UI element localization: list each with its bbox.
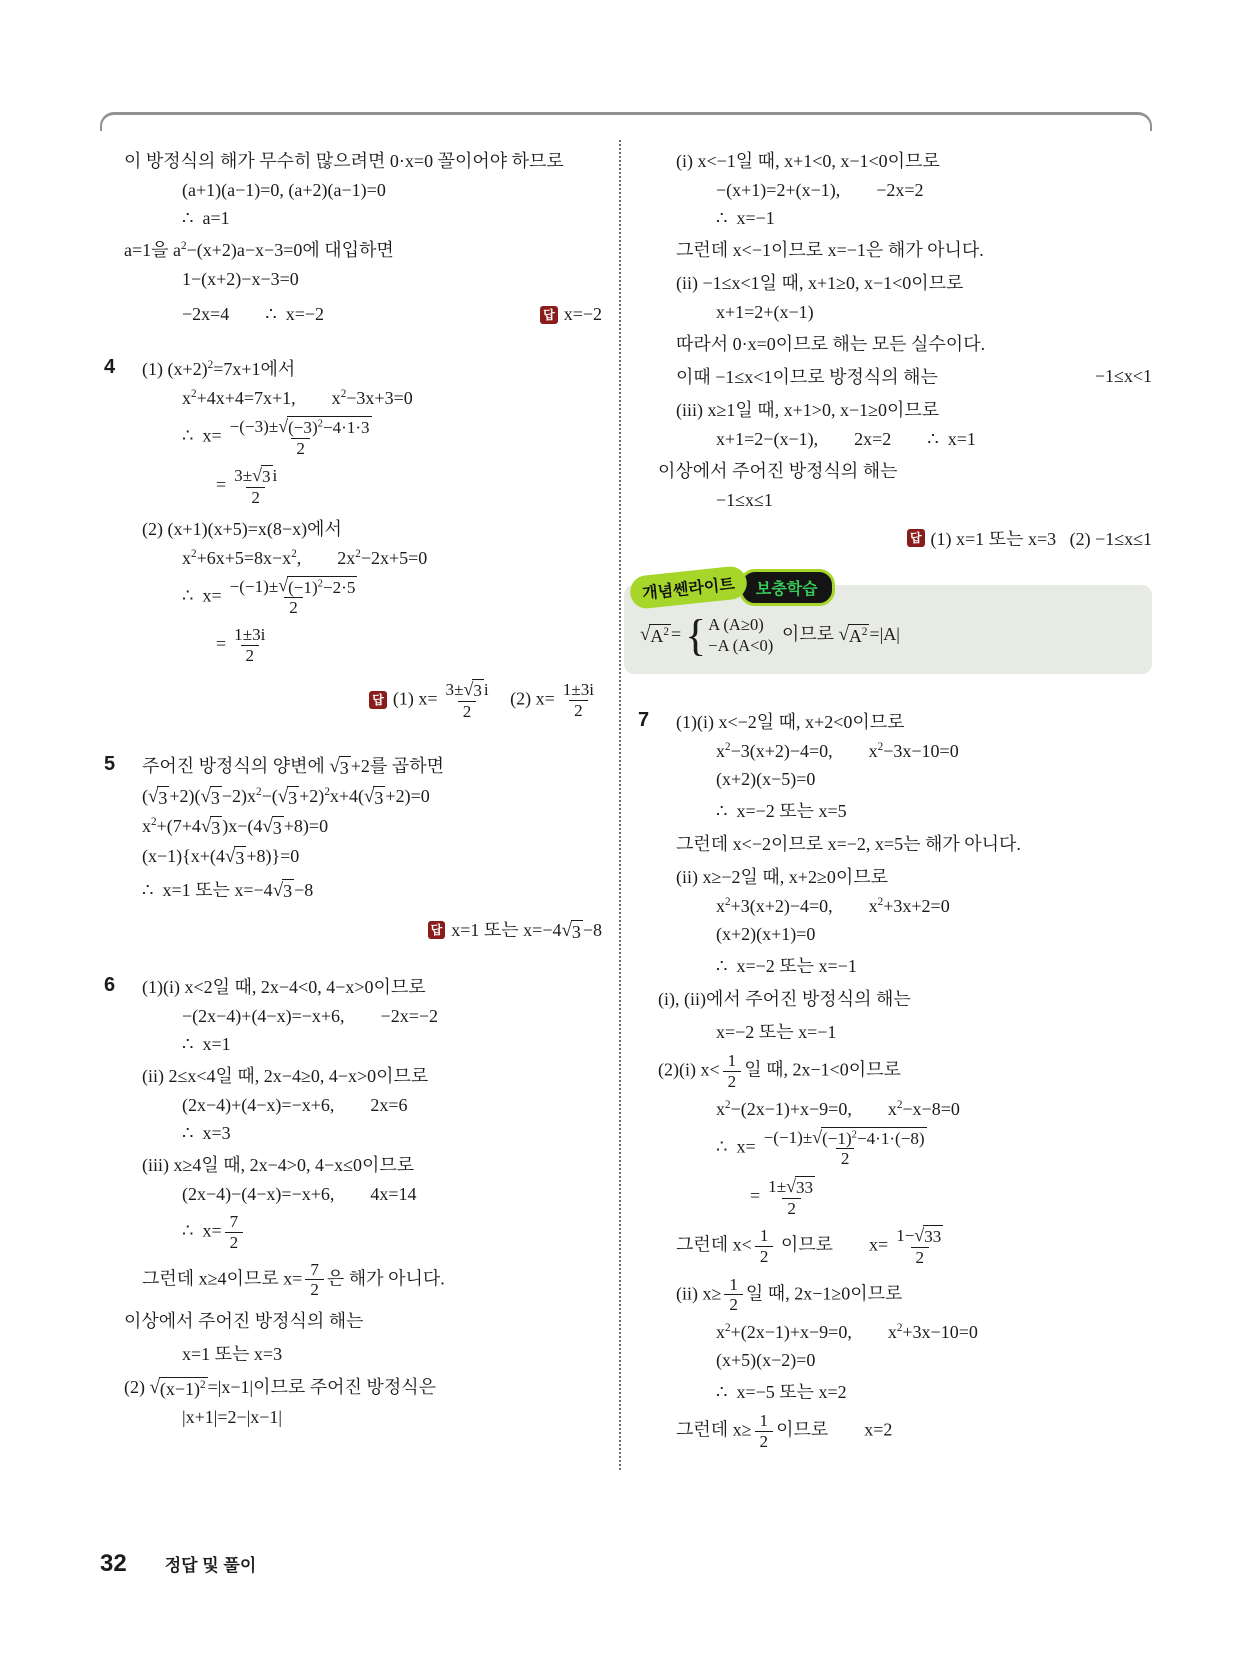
fraction: 1− √ 33 2 [896, 1225, 942, 1267]
solution-line [716, 741, 1152, 762]
problem-block-7 [634, 708, 1152, 1451]
answer-text [428, 916, 602, 943]
math-text: x+1=2−(x−1), 2x=2 ∴ x=1 [716, 429, 976, 449]
right-text-value: x=1 또는 x=−4 √ 3 −8 [451, 920, 602, 943]
problem-block-4 [100, 355, 602, 722]
solution-line [142, 515, 602, 541]
math-text: (2) (x+1)(x+5)=x(8−x)에서 [142, 518, 342, 539]
solution-line [716, 1322, 1152, 1343]
math-text: (iii) x≥4일 때, 2x−4>0, 4−x≤0이므로 [142, 1155, 415, 1176]
supplement-note-box [624, 576, 1152, 674]
solution-line [716, 180, 1152, 201]
solution-line [142, 679, 602, 721]
solution-line [716, 797, 1152, 823]
right-aligned-text [1095, 366, 1152, 387]
fraction: $\frac{7}{2}$ [305, 1260, 324, 1300]
solution-line [716, 769, 1152, 790]
problem-number: 7 [638, 709, 650, 732]
answer-badge: 답 [540, 306, 558, 324]
solution-line [676, 236, 1152, 262]
cases-brace: { A (A≥0) −A (A<0) [685, 610, 774, 660]
math-text: (2x−4)−(4−x)=−x+6, 4x=14 [182, 1184, 417, 1205]
solution-line [124, 1373, 602, 1400]
math-text: ∴ x=−1 [716, 208, 775, 228]
math-text: −(2x−4)+(4−x)=−x+6, −2x=−2 [182, 1006, 438, 1027]
fraction: 3± √ 3 i 2 [445, 679, 489, 721]
sqrt-radical: √ 3 [463, 679, 482, 701]
note-formula: √ $A^2$ = { A (A≥0) −A (A<0) 이므로 √ $A^2$ =|A| [624, 585, 1152, 674]
solution-line [142, 1062, 602, 1088]
solution-line [716, 490, 1152, 511]
solution-line [716, 952, 1152, 978]
problem-number: 6 [104, 974, 116, 997]
math-text: 따라서 0·x=0이므로 해는 모든 실수이다. [676, 334, 986, 354]
solution-line [182, 388, 602, 409]
math-text: (x+2)(x−5)=0 [716, 769, 816, 790]
math-text: 이때 −1≤x<1이므로 방정식의 해는 [676, 367, 938, 387]
solution-line [676, 1275, 1152, 1315]
supplement-pill: 보충학습 [739, 569, 835, 606]
math-text: 그런데 x≥ $\frac{1}{2}$ 이므로 x=2 [676, 1410, 893, 1451]
sqrt-radical: √ 33 [786, 1175, 814, 1198]
solution-line [142, 816, 602, 839]
math-text: (x+5)(x−2)=0 [716, 1349, 816, 1370]
solution-line [676, 1225, 1152, 1267]
solution-line [676, 708, 1152, 734]
math-text: (ii) 2≤x<4일 때, 2x−4≥0, 4−x>0이므로 [142, 1066, 429, 1087]
math-text: 1−(x+2)−x−3=0 [182, 269, 299, 289]
math-text: ∴ x=−2 또는 x=5 [716, 801, 847, 822]
column-divider [619, 140, 621, 1470]
math-text: −1≤x≤1 [716, 490, 773, 510]
solution-line [142, 916, 602, 943]
math-text: ∴ x=−5 또는 x=2 [716, 1381, 847, 1402]
solution-line [182, 1123, 602, 1144]
math-text: 그런데 x< $\frac{1}{2}$ 이므로 x= 1− √ 33 2 [676, 1225, 951, 1267]
solution-line [142, 973, 602, 999]
solution-line [182, 1006, 602, 1027]
solution-line [716, 1018, 1152, 1044]
math-text: −2x=4 ∴ x=−2 [182, 304, 325, 324]
solution-line [182, 180, 602, 201]
sqrt-radical: √ 3 [224, 845, 245, 868]
solution-line [182, 1095, 602, 1116]
math-text: ∴ x= −(−1)± √ $(-1)^2-2\cdot 5$ 2 [182, 576, 365, 618]
solution-line [216, 625, 602, 665]
fraction: $\frac{1\pm 3i}{2}$ [234, 624, 266, 665]
sqrt-radical: √ $(-3)^2-4\cdot 1\cdot 3$ [278, 415, 370, 437]
solution-line [676, 863, 1152, 889]
math-text: (a+1)(a−1)=0, (a+2)(a−1)=0 [182, 180, 386, 200]
math-text: 이상에서 주어진 방정식의 해는 [124, 1311, 364, 1332]
sqrt-radical: √ 33 [914, 1225, 942, 1247]
fraction: −(−1)± √ $(-1)^2-4\cdot 1\cdot(-8)$ 2 [763, 1126, 925, 1169]
right-text-value: −1≤x<1 [1094, 365, 1152, 386]
fraction: $\frac{1}{2}$ [723, 1051, 742, 1091]
math-text: $x^2+6x+5=8x-x^2$, $2x^2-2x+5=0$ [182, 547, 428, 568]
right-column [634, 140, 1152, 1470]
solution-line [658, 457, 1152, 483]
page-number: 32 [100, 1550, 127, 1577]
answer-badge: 답 [428, 921, 446, 939]
math-text: −(x+1)=2+(x−1), −2x=2 [716, 180, 924, 200]
sqrt-radical: √ $A^2$ [838, 623, 868, 646]
right-text-value: x=−2 [563, 304, 602, 324]
sqrt-radical: √ 3 [329, 755, 349, 778]
sqrt-radical: √ $(x-1)^2$ [149, 1377, 206, 1399]
solution-line [676, 330, 1152, 356]
solution-line [676, 363, 1152, 389]
brand-badge: 개념쎈라이트 [629, 565, 749, 610]
answer-badge: 답 [369, 691, 387, 709]
solution-line [182, 1212, 602, 1252]
sqrt-radical: √ 3 [364, 785, 384, 808]
sqrt-radical: √ 3 [200, 815, 221, 838]
solution-line [182, 269, 602, 290]
solution-line [716, 924, 1152, 945]
solution-line [716, 302, 1152, 323]
fraction: $\frac{7}{2}$ [225, 1212, 244, 1252]
math-text: (2x−4)+(4−x)=−x+6, 2x=6 [182, 1095, 408, 1116]
solution-block [634, 147, 1152, 551]
math-text: 그런데 x<−1이므로 x=−1은 해가 아니다. [676, 240, 984, 260]
math-text: (i), (ii)에서 주어진 방정식의 해는 [658, 989, 911, 1010]
solution-line [142, 786, 602, 809]
fraction: $\frac{1}{2}$ [724, 1275, 743, 1315]
solution-line [716, 1127, 1152, 1169]
math-text: x=1 또는 x=3 [182, 1344, 283, 1365]
math-text: x+1=2+(x−1) [716, 302, 814, 322]
sqrt-radical: √ 3 [200, 785, 220, 808]
solution-line [182, 304, 602, 325]
math-text: ∴ x=3 [182, 1123, 231, 1144]
solution-block [100, 147, 602, 325]
solution-line [142, 1260, 602, 1300]
problem-number: 4 [104, 356, 116, 378]
right-text-value: (1) x=1 또는 x=3 (2) −1≤x≤1 [930, 529, 1152, 549]
solution-line [658, 1051, 1152, 1091]
solution-line [182, 208, 602, 229]
math-text: 그런데 x<−2이므로 x=−2, x=5는 해가 아니다. [676, 834, 1021, 855]
solution-line [676, 1411, 1152, 1451]
page-content [100, 140, 1152, 1470]
note-badges [630, 569, 835, 606]
sqrt-radical: √ $(-1)^2-2\cdot 5$ [278, 575, 356, 597]
math-text: = 1± √ 33 2 [750, 1176, 823, 1218]
solution-line [750, 1176, 1152, 1218]
sqrt-radical: √ 3 [252, 465, 271, 487]
solution-line [676, 525, 1152, 551]
math-text: (x+2)(x+1)=0 [716, 924, 816, 945]
math-text: ∴ x= −(−1)± √ $(-1)^2-4\cdot 1\cdot(-8)$ 2 [716, 1127, 935, 1169]
sqrt-radical: √ $A^2$ [640, 623, 669, 646]
math-text: = $\frac{1\pm 3i}{2}$ [216, 625, 273, 665]
math-text: $x^2-(2x-1)+x-9=0$, $x^2-x-8=0$ [716, 1098, 960, 1119]
fraction: 1± √ 33 2 [768, 1175, 814, 1218]
solution-line [716, 429, 1152, 450]
math-text: (2) √ $(x-1)^2$ =|x−1|이므로 주어진 방정식은 [124, 1377, 436, 1399]
problem-number: 5 [104, 752, 116, 775]
problem-block-5 [100, 752, 602, 944]
solution-line [142, 1151, 602, 1177]
solution-line [182, 1184, 602, 1205]
solution-line [142, 355, 602, 381]
math-text: (ii) −1≤x<1일 때, x+1≥0, x−1<0이므로 [676, 273, 964, 293]
math-text: 그런데 x≥4이므로 x= $\frac{7}{2}$ 은 해가 아니다. [142, 1259, 445, 1300]
page-top-frame [100, 112, 1152, 131]
sqrt-radical: √ 3 [272, 879, 293, 902]
fraction: −(−3)± √ $(-3)^2-4\cdot 1\cdot 3$ 2 [229, 415, 370, 458]
solution-line [716, 896, 1152, 917]
solution-line [676, 396, 1152, 422]
solution-line [124, 1307, 602, 1333]
math-text: $x^2+(2x-1)+x-9=0$, $x^2+3x-10=0$ [716, 1321, 978, 1342]
answer-badge: 답 [907, 529, 925, 547]
solution-line [676, 269, 1152, 295]
footer-label: 정답 및 풀이 [164, 1556, 257, 1575]
solution-line [716, 208, 1152, 229]
math-text: 이 방정식의 해가 무수히 많으려면 0·x=0 꼴이어야 하므로 [124, 151, 564, 171]
math-text: ∴ x= $\frac{7}{2}$ [182, 1212, 246, 1252]
math-text: |x+1|=2−|x−1| [182, 1407, 283, 1427]
math-text: 주어진 방정식의 양변에 √ 3 +2를 곱하면 [142, 755, 444, 778]
math-text: (1)(i) x<2일 때, 2x−4<0, 4−x>0이므로 [142, 977, 426, 998]
solution-line [182, 1340, 602, 1366]
solution-line [658, 985, 1152, 1011]
solution-line [216, 465, 602, 507]
math-text: 이상에서 주어진 방정식의 해는 [658, 461, 898, 481]
solution-line [142, 846, 602, 869]
solution-line [142, 876, 602, 903]
fraction: $\frac{1}{2}$ [755, 1226, 774, 1266]
solution-line [676, 147, 1152, 173]
math-text: = 3± √ 3 i 2 [216, 465, 285, 507]
math-text: (ii) x≥−2일 때, x+2≥0이므로 [676, 867, 888, 888]
math-text: $x^2+(7+4$ √ 3 )x−(4 √ 3 +8)=0 [142, 815, 329, 838]
math-text: (i) x<−1일 때, x+1<0, x−1<0이므로 [676, 151, 940, 171]
fraction: 3± √ 3 i 2 [234, 465, 278, 507]
math-text: ∴ x=1 [182, 1034, 231, 1055]
math-text: ∴ a=1 [182, 208, 230, 228]
problem-block-6 [100, 973, 602, 1428]
fraction: $\frac{1\pm 3i}{2}$ [562, 680, 594, 720]
math-text: (1) $(x+2)^2=7x+1$에서 [142, 359, 296, 379]
answer-text [369, 679, 602, 721]
solution-line [142, 752, 602, 779]
fraction: −(−1)± √ $(-1)^2-2\cdot 5$ 2 [229, 575, 356, 618]
solution-line [182, 548, 602, 569]
math-text: ( √ 3 +2)( √ 3 $-2)x^2-$( √ 3 +2)$^2$x+4( √ 3 +2)=0 [142, 785, 430, 808]
math-text: ∴ x= −(−3)± √ $(-3)^2-4\cdot 1\cdot 3$ 2 [182, 416, 380, 458]
math-text: $x^2+3(x+2)-4=0$, $x^2+3x+2=0$ [716, 896, 950, 917]
answer-text [907, 525, 1152, 551]
sqrt-radical: √ 3 [148, 785, 168, 808]
math-text: (ii) x≥ $\frac{1}{2}$ 일 때, 2x−1≥0이므로 [676, 1274, 903, 1315]
math-text: ∴ x=1 또는 x=−4 √ 3 −8 [142, 879, 314, 902]
math-text: (iii) x≥1일 때, x+1>0, x−1≥0이므로 [676, 400, 940, 420]
fraction: $\frac{1}{2}$ [755, 1411, 774, 1451]
sqrt-radical: √ 3 [561, 920, 581, 943]
solution-line [182, 1407, 602, 1428]
math-text: $x^2+4x+4=7x+1$, $x^2-3x+3=0$ [182, 388, 413, 408]
right-text-value: (1) x= 3± √ 3 i 2 (2) x= $\frac{1\pm 3i}{2}$ [393, 679, 602, 721]
math-text: (2)(i) x< $\frac{1}{2}$ 일 때, 2x−1<0이므로 [658, 1051, 901, 1092]
page-footer [100, 1550, 256, 1578]
math-text: a=1을 $a^2-(x+2)a-x-3=0$에 대입하면 [124, 240, 394, 260]
math-text: ∴ x=−2 또는 x=−1 [716, 956, 857, 977]
math-text: $x^2-3(x+2)-4=0$, $x^2-3x-10=0$ [716, 741, 959, 762]
solution-line [676, 830, 1152, 856]
solution-line [716, 1099, 1152, 1120]
solution-line [182, 416, 602, 458]
math-text: (1)(i) x<−2일 때, x+2<0이므로 [676, 712, 905, 733]
answer-text [540, 304, 602, 325]
math-text: (x−1){x+(4 √ 3 +8)}=0 [142, 845, 300, 868]
left-column [100, 140, 602, 1470]
sqrt-radical: √ 3 [262, 815, 282, 838]
math-text: x=−2 또는 x=−1 [716, 1022, 837, 1043]
solution-line [716, 1378, 1152, 1404]
solution-line [182, 576, 602, 618]
sqrt-radical: √ $(-1)^2-4\cdot 1\cdot(-8)$ [812, 1126, 925, 1148]
sqrt-radical: √ 3 [277, 785, 298, 808]
solution-line [182, 1034, 602, 1055]
solution-line [124, 147, 602, 173]
solution-line [124, 236, 602, 262]
solution-line [716, 1350, 1152, 1371]
